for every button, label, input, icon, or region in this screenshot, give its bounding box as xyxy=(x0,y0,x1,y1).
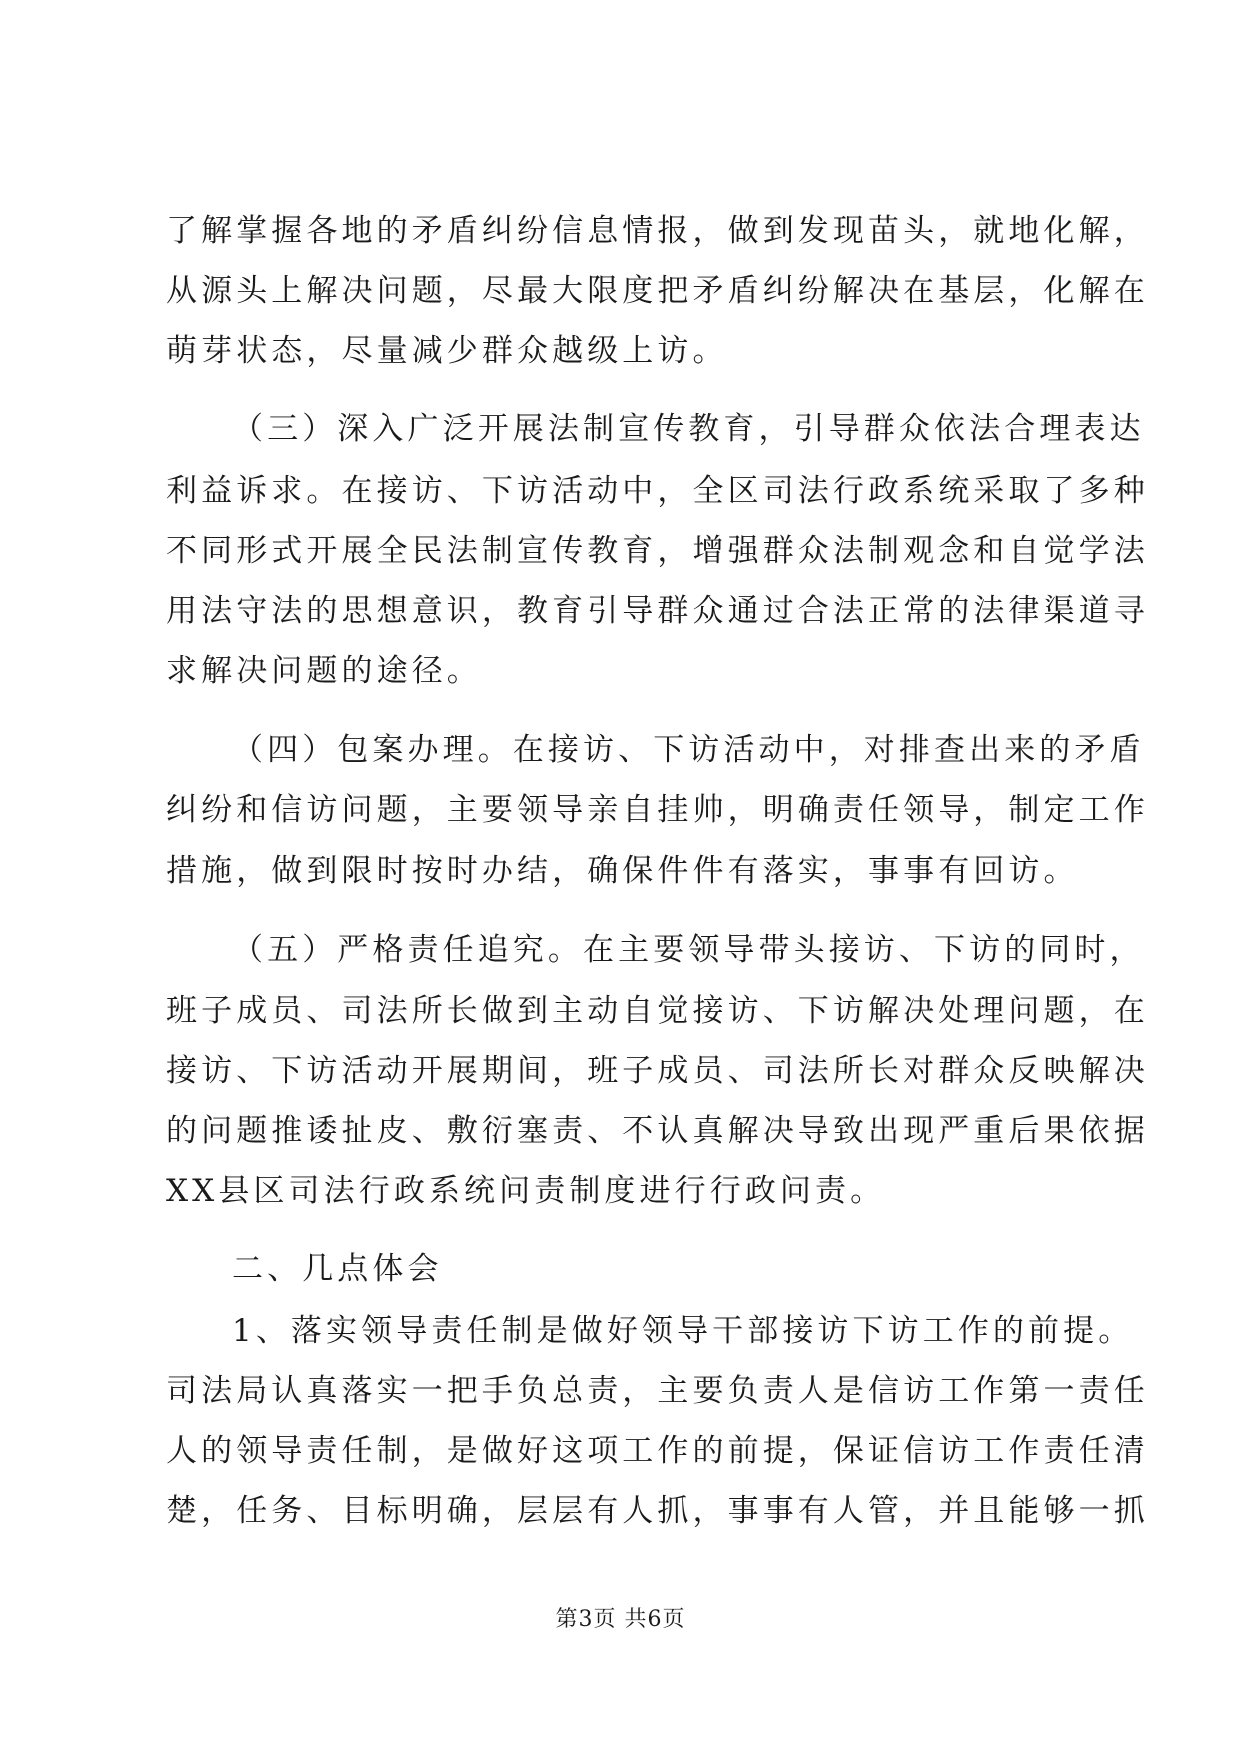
text-line: 的问题推诿扯皮、敷衍塞责、不认真解决导致出现严重后果依据 xyxy=(166,1113,1149,1149)
text-line: 不同形式开展全民法制宣传教育，增强群众法制观念和自觉学法 xyxy=(166,533,1149,569)
text-line: 了解掌握各地的矛盾纠纷信息情报，做到发现苗头，就地化解， xyxy=(166,213,1149,249)
text-line: 接访、下访活动开展期间，班子成员、司法所长对群众反映解决 xyxy=(166,1053,1149,1089)
text-line: 人的领导责任制，是做好这项工作的前提，保证信访工作责任清 xyxy=(166,1433,1149,1469)
text-line: 利益诉求。在接访、下访活动中，全区司法行政系统采取了多种 xyxy=(166,473,1149,509)
text-line: 措施，做到限时按时办结，确保件件有落实，事事有回访。 xyxy=(166,853,1079,889)
section-heading: 二、几点体会 xyxy=(232,1251,443,1287)
paragraph-heading-4: （四）包案办理。在接访、下访活动中，对排查出来的矛盾 xyxy=(232,732,1145,768)
text-line: XX县区司法行政系统问责制度进行行政问责。 xyxy=(166,1173,886,1209)
paragraph-heading-3: （三）深入广泛开展法制宣传教育，引导群众依法合理表达 xyxy=(232,411,1145,447)
text-line: 纠纷和信访问题，主要领导亲自挂帅，明确责任领导，制定工作 xyxy=(166,792,1149,828)
text-line: 楚，任务、目标明确，层层有人抓，事事有人管，并且能够一抓 xyxy=(166,1493,1149,1529)
page-number-footer: 第3页 共6页 xyxy=(555,1607,686,1632)
text-line: 从源头上解决问题，尽最大限度把矛盾纠纷解决在基层，化解在 xyxy=(166,273,1149,309)
text-line: 求解决问题的途径。 xyxy=(166,653,482,689)
text-line: 萌芽状态，尽量减少群众越级上访。 xyxy=(166,333,728,369)
paragraph-start: 1、落实领导责任制是做好领导干部接访下访工作的前提。 xyxy=(232,1313,1134,1349)
text-line: 班子成员、司法所长做到主动自觉接访、下访解决处理问题，在 xyxy=(166,993,1149,1029)
paragraph-heading-5: （五）严格责任追究。在主要领导带头接访、下访的同时， xyxy=(232,932,1145,968)
text-line: 用法守法的思想意识，教育引导群众通过合法正常的法律渠道寻 xyxy=(166,593,1149,629)
text-line: 司法局认真落实一把手负总责，主要负责人是信访工作第一责任 xyxy=(166,1373,1149,1409)
